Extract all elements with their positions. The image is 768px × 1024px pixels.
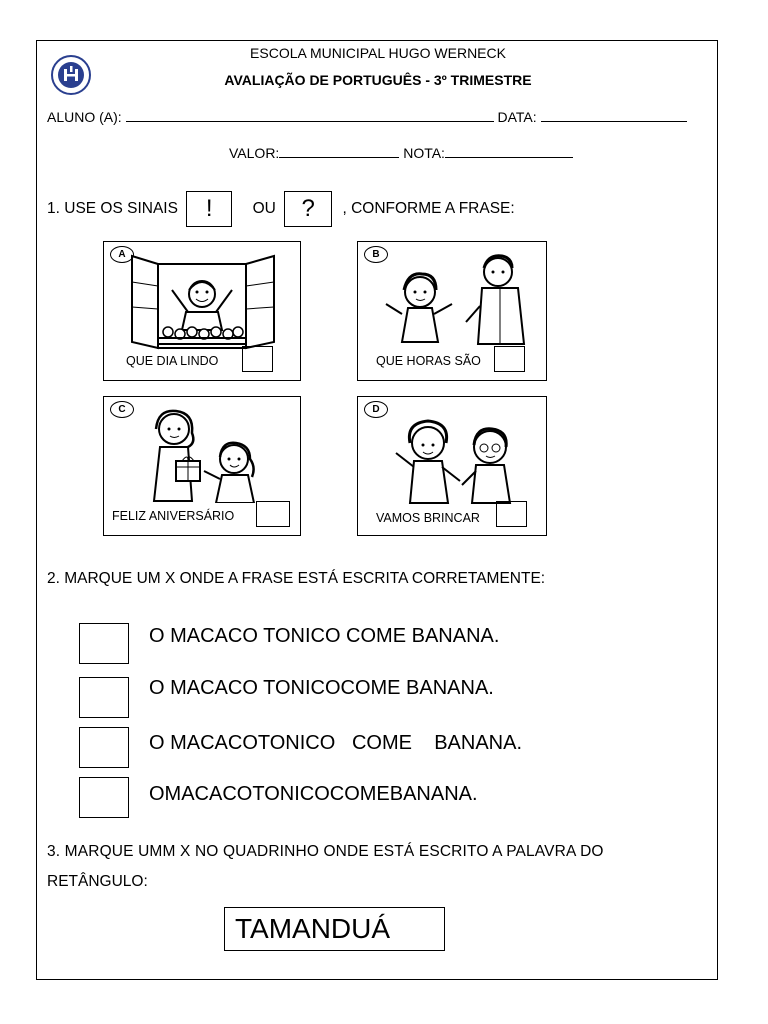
q2-option-1-checkbox[interactable] [79, 623, 129, 664]
value-label: VALOR: [229, 145, 280, 161]
window-girl-illustration [128, 252, 278, 352]
exam-title: AVALIAÇÃO DE PORTUGUÊS - 3º TRIMESTRE [224, 72, 532, 88]
q2-option-3-checkbox[interactable] [79, 727, 129, 768]
card-c [103, 396, 301, 536]
date-field[interactable] [541, 109, 687, 122]
q1-number: 1. [47, 200, 60, 218]
card-c-phrase: FELIZ ANIVERSÁRIO [112, 509, 235, 523]
card-a-phrase: QUE DIA LINDO [126, 354, 219, 368]
card-a-answer-box[interactable] [242, 346, 273, 372]
exam-sheet [36, 40, 718, 980]
q2-option-4-text: OMACACOTONICOCOMEBANANA. [149, 783, 478, 805]
student-label: ALUNO (A): [47, 109, 122, 125]
card-d-phrase: VAMOS BRINCAR [376, 511, 480, 525]
school-name: ESCOLA MUNICIPAL HUGO WERNECK [250, 45, 506, 61]
q1-connector: OU [252, 200, 276, 218]
value-field[interactable] [279, 145, 399, 158]
card-b-letter: B [364, 246, 388, 263]
grade-field[interactable] [445, 145, 573, 158]
q2-option-3-text: O MACACOTONICO COME BANANA. [149, 732, 523, 754]
card-c-answer-box[interactable] [256, 501, 290, 527]
question-sign-box: ? [284, 191, 332, 227]
q2-option-4-checkbox[interactable] [79, 777, 129, 818]
card-b-phrase: QUE HORAS SÃO [376, 354, 481, 368]
card-b [357, 241, 547, 381]
q1-text-after: , CONFORME A FRASE: [342, 200, 515, 218]
girl-and-man-illustration [378, 246, 538, 346]
student-line [47, 109, 687, 125]
birthday-gift-illustration [124, 403, 294, 503]
grade-label: NOTA: [403, 145, 445, 161]
student-name-field[interactable] [126, 109, 494, 122]
q1-text-before: USE OS SINAIS [64, 200, 178, 218]
exclamation-sign-box: ! [186, 191, 232, 227]
date-label: DATA: [497, 109, 537, 125]
question-3-line-2: RETÂNGULO: [47, 873, 148, 890]
q2-option-1-text: O MACACO TONICO COME BANANA. [149, 625, 500, 647]
card-b-answer-box[interactable] [494, 346, 525, 372]
q2-option-2-text: O MACACO TONICOCOME BANANA. [149, 677, 494, 699]
card-d-letter: D [364, 401, 388, 418]
card-c-letter: C [110, 401, 134, 418]
card-a [103, 241, 301, 381]
question-3-line-1: 3. MARQUE UMM X NO QUADRINHO ONDE ESTÁ ESCRITO A PALAVRA DO [47, 843, 604, 860]
card-d [357, 396, 547, 536]
card-a-letter: A [110, 246, 134, 263]
kids-playing-illustration [376, 405, 536, 505]
card-d-answer-box[interactable] [496, 501, 527, 527]
question-2: 2. MARQUE UM X ONDE A FRASE ESTÁ ESCRITA CORRETAMENTE: [47, 570, 546, 587]
word-rectangle: TAMANDUÁ [224, 907, 445, 951]
score-line [229, 145, 573, 161]
question-1 [47, 191, 515, 227]
q2-option-2-checkbox[interactable] [79, 677, 129, 718]
